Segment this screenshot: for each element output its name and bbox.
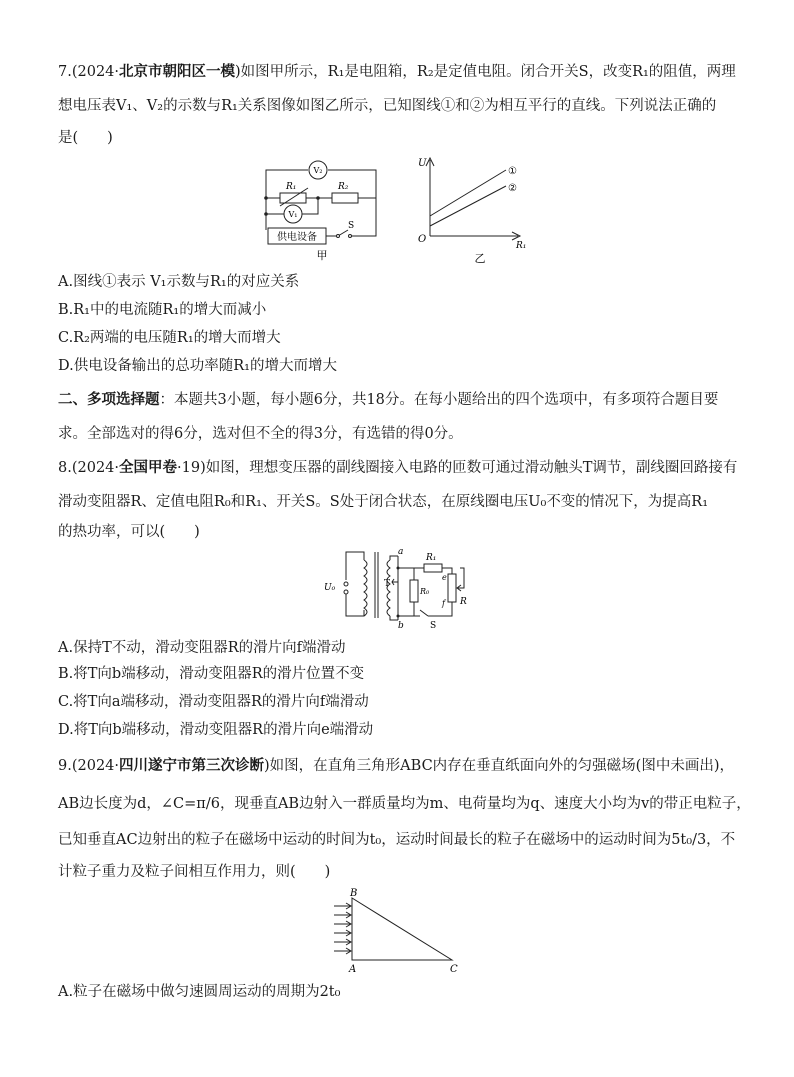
line-2-label: ② bbox=[508, 183, 517, 194]
q7-circuit-figure bbox=[258, 156, 388, 264]
q9-option-a: A.粒子在磁场中做匀速圆周运动的周期为2t₀ bbox=[58, 984, 341, 1000]
q9-number: 9.(2024· bbox=[58, 758, 120, 774]
q8-option-b: B.将T向b端移动，滑动变阻器R的滑片位置不变 bbox=[58, 666, 365, 682]
v2-label: V₂ bbox=[313, 166, 323, 175]
section2-heading: 二、多项选择题 bbox=[58, 392, 160, 408]
q9-line2: AB边长度为d，∠C=π/6，现垂直AB边射入一群质量均为m、电荷量均为q、速度大小均为v的带正电粒子， bbox=[58, 796, 751, 812]
q7-graph-figure bbox=[414, 154, 534, 266]
q7-option-c: C.R₂两端的电压随R₁的增大而增大 bbox=[58, 330, 281, 346]
fig-yi-caption: 乙 bbox=[474, 252, 486, 265]
r1-label: R₁ bbox=[426, 553, 437, 563]
r1-label: R₁ bbox=[286, 182, 297, 192]
q8-source: 全国甲卷 bbox=[119, 460, 178, 476]
section2-line2: 求。全部选对的得6分，选对但不全的得3分，有选错的得0分。 bbox=[58, 426, 463, 442]
q9-line1 bbox=[58, 756, 754, 776]
q8-option-a: A.保持T不动，滑动变阻器R的滑片向f端滑动 bbox=[58, 640, 346, 656]
r2-label: R₂ bbox=[338, 182, 349, 192]
q8-option-c: C.将T向a端移动，滑动变阻器R的滑片向f端滑动 bbox=[58, 694, 369, 710]
vertex-b-label: B bbox=[350, 888, 358, 899]
q7-number: 7.(2024· bbox=[58, 64, 120, 80]
t-label: T bbox=[384, 579, 391, 589]
q7-line3: 是( ) bbox=[58, 130, 113, 146]
graph-line-1 bbox=[430, 170, 506, 216]
q7-line1 bbox=[58, 62, 754, 82]
section2-text-1: ：本题共3小题，每小题6分，共18分。在每小题给出的四个选项中，有多项符合题目要 bbox=[159, 392, 719, 408]
q9-line4: 计粒子重力及粒子间相互作用力，则( ) bbox=[58, 864, 331, 880]
switch-label: S bbox=[348, 221, 355, 231]
q9-triangle-diagram bbox=[330, 888, 470, 974]
q8-number: 8.(2024· bbox=[58, 460, 120, 476]
f-label: f bbox=[442, 599, 445, 608]
graph-line-2 bbox=[430, 186, 506, 226]
q7-ur-graph bbox=[414, 154, 534, 266]
q8-line2: 滑动变阻器R、定值电阻R₀和R₁、开关S。S处于闭合状态，在原线圈电压U₀不变的情况下，为提高R₁ bbox=[58, 494, 709, 510]
section2-line1 bbox=[58, 390, 754, 410]
q7-circuit-diagram bbox=[258, 156, 388, 264]
q7-option-d: D.供电设备输出的总功率随R₁的增大而增大 bbox=[58, 358, 337, 374]
u-axis-label: U bbox=[418, 158, 427, 169]
supply-label: 供电设备 bbox=[277, 232, 317, 243]
e-label: e bbox=[442, 573, 447, 582]
r0-label: R₀ bbox=[420, 587, 430, 596]
q8-line1 bbox=[58, 458, 754, 478]
origin-label: O bbox=[418, 234, 427, 245]
q8-line3: 的热功率，可以( ) bbox=[58, 524, 200, 540]
r1-axis-label: R₁ bbox=[516, 241, 527, 251]
q9-text-1: )如图，在直角三角形ABC内存在垂直纸面向外的匀强磁场(图中未画出)， bbox=[264, 758, 734, 774]
q7-option-a: A.图线①表示 V₁示数与R₁的对应关系 bbox=[58, 274, 300, 290]
q8-transformer-diagram bbox=[322, 546, 472, 630]
a-label: a bbox=[398, 547, 404, 557]
q8-text-1: ·19)如图，理想变压器的副线圈接入电路的匝数可通过滑动触头T调节，副线圈回路接有 bbox=[177, 460, 738, 476]
s-label: S bbox=[430, 621, 437, 630]
q8-transformer-figure bbox=[322, 546, 472, 630]
q9-line3: 已知垂直AC边射出的粒子在磁场中运动的时间为t₀，运动时间最长的粒子在磁场中的运动时间为5t₀/3，不 bbox=[58, 832, 736, 848]
u0-label: U₀ bbox=[324, 583, 336, 593]
fig-jia-caption: 甲 bbox=[316, 249, 328, 262]
b-label: b bbox=[398, 621, 404, 630]
vertex-c-label: C bbox=[450, 964, 458, 974]
vertex-a-label: A bbox=[349, 964, 357, 974]
q7-source: 北京市朝阳区一模 bbox=[119, 64, 236, 80]
v1-label: V₁ bbox=[288, 210, 298, 219]
q9-triangle-figure bbox=[330, 888, 470, 974]
q7-line2: 想电压表V₁、V₂的示数与R₁关系图像如图乙所示，已知图线①和②为相互平行的直线。下列说法正确的 bbox=[58, 98, 717, 114]
q9-source: 四川遂宁市第三次诊断 bbox=[119, 758, 265, 774]
q7-option-b: B.R₁中的电流随R₁的增大而减小 bbox=[58, 302, 267, 318]
q7-text-1: )如图甲所示，R₁是电阻箱，R₂是定值电阻。闭合开关S，改变R₁的阻值，两理 bbox=[235, 64, 736, 80]
r-label: R bbox=[460, 597, 467, 607]
line-1-label: ① bbox=[508, 166, 517, 177]
q8-option-d: D.将T向b端移动，滑动变阻器R的滑片向e端滑动 bbox=[58, 722, 374, 738]
